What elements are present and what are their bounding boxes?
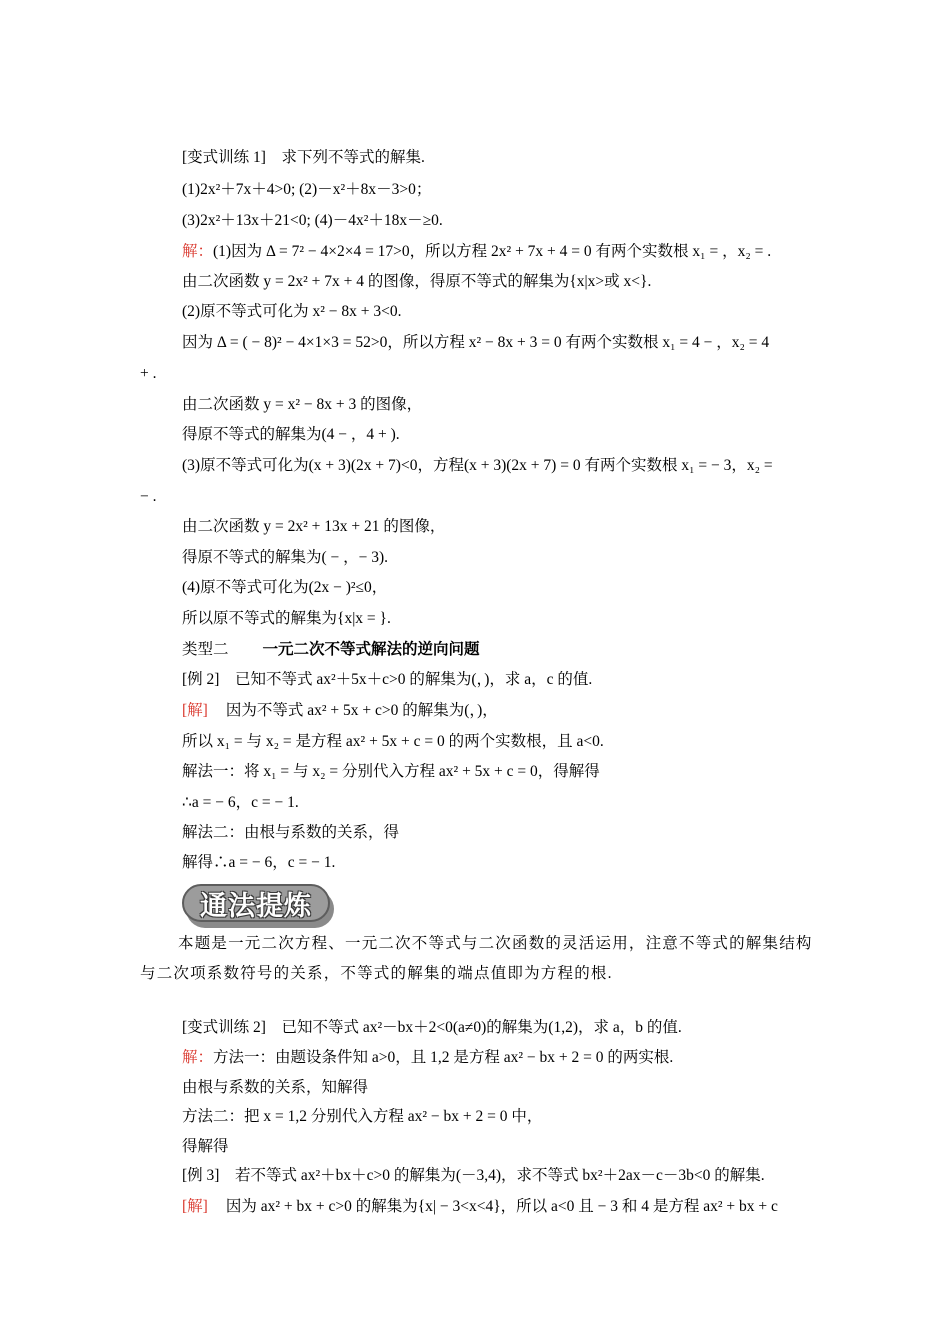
solution-text: (1)因为 Δ = 7² − 4×2×4 = 17>0，所以方程 2x² + 7x + 4 = 0 有两个实数根 x₁ = ，x₂ = . xyxy=(213,243,772,260)
solution-line-3: (2)原不等式可化为 x² − 8x + 3<0. xyxy=(182,303,402,320)
banner-text: 通法提炼 xyxy=(200,890,312,922)
exercise-1-problems-b: (3)2x²＋13x＋21<0; (4)－4x²＋18x－≥0. xyxy=(182,212,443,229)
solution-line-1 xyxy=(182,242,771,262)
exercise-2-title: [变式训练 2] 已知不等式 ax²－bx＋2<0(a≠0)的解集为(1,2)，求 a，b 的值. xyxy=(182,1019,682,1036)
exercise-1-title: [变式训练 1] 求下列不等式的解集. xyxy=(182,149,425,166)
example-2-solution-6: 解得∴a = − 6，c = − 1. xyxy=(182,854,336,871)
exercise-2-solution-3: 方法二：把 x = 1,2 分别代入方程 ax² − bx + 2 = 0 中， xyxy=(182,1108,543,1125)
banner-pill xyxy=(182,884,330,922)
solution-text: 因为 ax² + bx + c>0 的解集为{x| − 3<x<4}，所以 a<0 且 − 3 和 4 是方程 ax² + bx + c xyxy=(225,1198,778,1215)
method-summary-banner xyxy=(182,884,338,930)
solution-line-4: 因为 Δ = ( − 8)² − 4×1×3 = 52>0，所以方程 x² − 8x + 3 = 0 有两个实数根 x₁ = 4 − ，x₂ = 4 xyxy=(182,334,770,351)
solution-line-4-cont: + . xyxy=(140,365,157,382)
example-2-solution-3: 解法一：将 x₁ = 与 x₂ = 分别代入方程 ax² + 5x + c = 0，得解得 xyxy=(182,763,600,780)
section-heading xyxy=(182,640,480,660)
solution-line-6: 得原不等式的解集为(4 − ，4 + ). xyxy=(182,426,400,443)
exercise-2-solution-2: 由根与系数的关系，知解得 xyxy=(182,1079,369,1096)
section-type-label: 类型二 xyxy=(182,641,229,658)
solution-label: [解] xyxy=(182,702,208,719)
solution-line-2: 由二次函数 y = 2x² + 7x + 4 的图像，得原不等式的解集为{x|x>或 x<}. xyxy=(182,273,652,290)
solution-label: 解： xyxy=(182,1049,214,1066)
solution-line-10: (4)原不等式可化为(2x − )²≤0， xyxy=(182,579,388,596)
example-3-title: [例 3] 若不等式 ax²＋bx＋c>0 的解集为(－3,4)，求不等式 bx²＋2ax－c－3b<0 的解集. xyxy=(182,1167,765,1184)
section-title: 一元二次不等式解法的逆向问题 xyxy=(262,641,480,658)
solution-line-5: 由二次函数 y = x² − 8x + 3 的图像， xyxy=(182,396,423,413)
summary-text: 本题是一元二次方程、一元二次不等式与二次函数的灵活运用，注意不等式的解集结构与二次项系数符号的关系，不等式的解集的端点值即为方程的根. xyxy=(140,935,813,982)
example-2-solution-5: 解法二：由根与系数的关系，得 xyxy=(182,824,400,841)
solution-label: 解： xyxy=(182,243,214,260)
exercise-2-solution-4: 得解得 xyxy=(182,1138,229,1155)
solution-line-9: 得原不等式的解集为( − ，− 3). xyxy=(182,549,389,566)
solution-line-7-cont: − . xyxy=(140,488,157,505)
example-2-title: [例 2] 已知不等式 ax²＋5x＋c>0 的解集为(，)，求 a，c 的值. xyxy=(182,671,593,688)
summary-paragraph xyxy=(140,929,815,989)
exercise-1-problems-a: (1)2x²＋7x＋4>0; (2)－x²＋8x－3>0； xyxy=(182,181,432,198)
solution-line-7: (3)原不等式可化为(x + 3)(2x + 7)<0，方程(x + 3)(2x + 7) = 0 有两个实数根 x₁ = − 3，x₂ = xyxy=(182,457,773,474)
solution-line-11: 所以原不等式的解集为{x|x = }. xyxy=(182,610,391,627)
example-3-solution-1 xyxy=(182,1197,778,1217)
exercise-2-solution-1 xyxy=(182,1048,673,1068)
example-2-solution-1 xyxy=(182,701,498,721)
solution-text: 方法一：由题设条件知 a>0，且 1,2 是方程 ax² − bx + 2 = 0 的两实根. xyxy=(213,1049,674,1066)
solution-line-8: 由二次函数 y = 2x² + 13x + 21 的图像， xyxy=(182,518,446,535)
example-2-solution-2: 所以 x₁ = 与 x₂ = 是方程 ax² + 5x + c = 0 的两个实数根，且 a<0. xyxy=(182,733,604,750)
solution-label: [解] xyxy=(182,1198,208,1215)
example-2-solution-4: ∴a = − 6，c = − 1. xyxy=(182,794,299,811)
solution-text: 因为不等式 ax² + 5x + c>0 的解集为(，)， xyxy=(225,702,498,719)
